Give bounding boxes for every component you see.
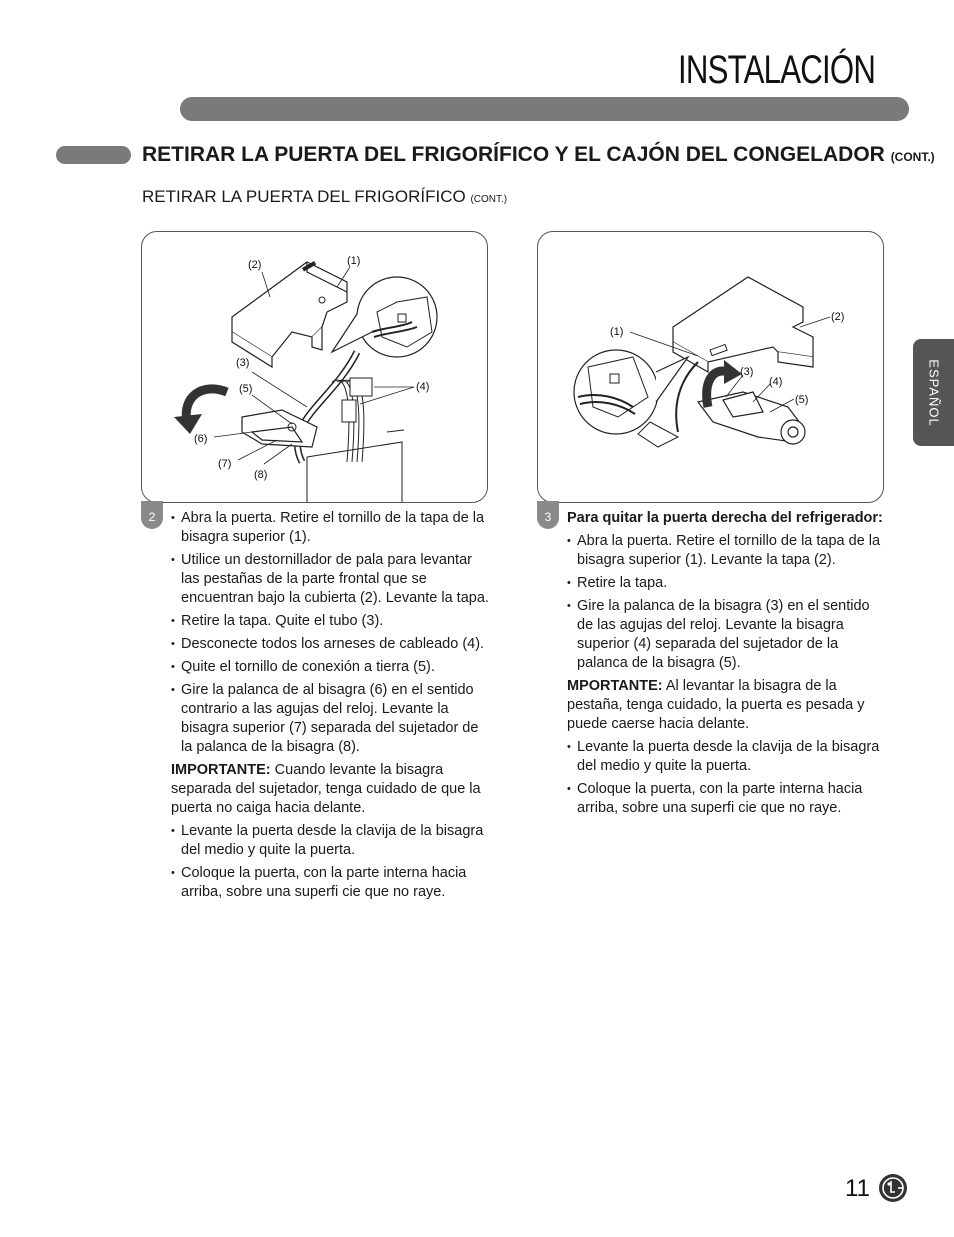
step-2-instructions	[171, 509, 491, 906]
language-tab	[913, 339, 954, 446]
callout-4: (4)	[769, 376, 783, 388]
step-2-list	[171, 509, 491, 757]
section-title-text: RETIRAR LA PUERTA DEL FRIGORÍFICO Y EL CAJÓN DEL CONGELADOR	[142, 143, 885, 166]
page-number: 11	[845, 1175, 870, 1202]
step-2-list-after	[171, 822, 491, 902]
callout-1: (1)	[347, 255, 361, 267]
step-3-list	[567, 532, 887, 673]
step-2-important-label: IMPORTANTE:	[171, 762, 271, 778]
callout-2: (2)	[248, 259, 262, 271]
callout-3: (3)	[740, 366, 754, 378]
step-3-instructions	[567, 509, 887, 822]
section-marker	[56, 146, 131, 164]
lg-logo-icon	[878, 1173, 908, 1203]
hinge-illustration-right	[538, 232, 883, 502]
language-tab-label: ESPAÑOL	[926, 358, 941, 427]
subsection-title	[142, 187, 507, 207]
callout-1: (1)	[610, 326, 624, 338]
step-3-important-note	[567, 677, 887, 734]
step-3-item-3: • Gire la palanca de la bisagra (3) en el sentido de las agujas del reloj. Levante la bisagra superior (4) separada del sujetador de la palanca de la bisagra (5).	[567, 597, 887, 673]
figure-panel-step-2	[141, 231, 488, 503]
callout-5: (5)	[795, 394, 809, 406]
step-3-item-5: • Coloque la puerta, con la parte interna hacia arriba, sobre una superfi cie que no raye.	[567, 780, 887, 818]
step-2-item-6: • Gire la palanca de al bisagra (6) en el sentido contrario a las agujas del reloj. Levante la bisagra superior (7) separada del sujetador de la palanca de la bisagra (8).	[171, 681, 491, 757]
callout-3: (3)	[236, 357, 250, 369]
header-bar	[180, 97, 909, 121]
step-2-item-1: • Abra la puerta. Retire el tornillo de la tapa de la bisagra superior (1).	[171, 509, 491, 547]
step-2-item-4: • Desconecte todos los arneses de cableado (4).	[171, 635, 491, 654]
step-3-item-4: • Levante la puerta desde la clavija de la bisagra del medio y quite la puerta.	[567, 738, 887, 776]
step-2-item-8: • Coloque la puerta, con la parte interna hacia arriba, sobre una superfi cie que no raye.	[171, 864, 491, 902]
callout-4: (4)	[416, 381, 430, 393]
figure-panel-step-3	[537, 231, 884, 503]
subsection-title-text: RETIRAR LA PUERTA DEL FRIGORÍFICO	[142, 187, 466, 206]
step-3-item-2: • Retire la tapa.	[567, 574, 887, 593]
step-2-item-2: • Utilice un destornillador de pala para levantar las pestañas de la parte frontal que se encuentran bajo la cubierta (2). Levante la tapa.	[171, 551, 491, 608]
callout-2: (2)	[831, 311, 845, 323]
step-3-item-1: • Abra la puerta. Retire el tornillo de la tapa de la bisagra superior (1). Levante la tapa (2).	[567, 532, 887, 570]
step-3-badge: 3	[537, 507, 559, 529]
section-title	[142, 143, 935, 167]
hinge-illustration-left	[142, 232, 487, 502]
callout-8: (8)	[254, 469, 268, 481]
step-3-important-text: Al levantar la bisagra de la pestaña, tenga cuidado, la puerta es pesada y puede caerse hacia delante.	[567, 678, 865, 732]
step-2-item-7: • Levante la puerta desde la clavija de la bisagra del medio y quite la puerta.	[171, 822, 491, 860]
callout-6: (6)	[194, 433, 208, 445]
step-3-heading: Para quitar la puerta derecha del refrigerador:	[567, 510, 883, 526]
section-title-suffix: (CONT.)	[890, 150, 935, 164]
callout-5: (5)	[239, 383, 253, 395]
callout-7: (7)	[218, 458, 232, 470]
step-3-important-label: MPORTANTE:	[567, 678, 663, 694]
page-title: INSTALACIÓN	[678, 48, 876, 92]
step-3-list-after	[567, 738, 887, 818]
step-2-item-3: • Retire la tapa. Quite el tubo (3).	[171, 612, 491, 631]
step-2-item-5: • Quite el tornillo de conexión a tierra (5).	[171, 658, 491, 677]
subsection-title-suffix: (CONT.)	[470, 194, 508, 205]
step-2-badge: 2	[141, 507, 163, 529]
step-2-important-note	[171, 761, 491, 818]
step-2-important-text: Cuando levante la bisagra separada del sujetador, tenga cuidado de que la puerta no caiga hacia delante.	[171, 762, 481, 816]
